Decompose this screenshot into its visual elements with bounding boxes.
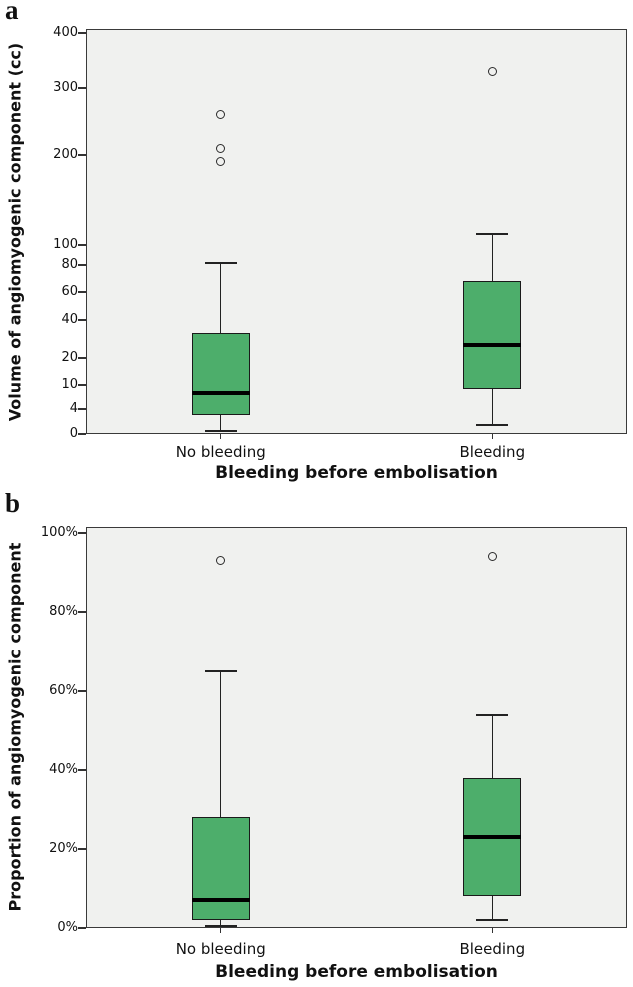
y-tick-label: 10: [61, 376, 78, 392]
y-tick-mark: [78, 319, 86, 321]
y-tick-label: 0%: [57, 920, 78, 935]
y-tick-mark: [78, 769, 86, 771]
y-tick-mark: [78, 611, 86, 613]
panel-a-x-axis-title: Bleeding before embolisation: [215, 463, 498, 483]
panel-a-y-axis-title: Volume of angiomyogenic component (cc): [5, 42, 25, 422]
x-category-label: No bleeding: [175, 940, 266, 958]
panel-a-plot-area: [86, 29, 627, 434]
x-category-tick: [492, 434, 494, 439]
upper-whisker-line: [492, 715, 494, 778]
x-category-tick: [492, 928, 494, 933]
y-tick-mark: [78, 927, 86, 929]
y-tick-label: 20%: [49, 841, 78, 856]
outlier-point: [488, 552, 497, 561]
upper-whisker-line: [492, 234, 494, 281]
lower-whisker-line: [220, 415, 222, 431]
lower-whisker-line: [492, 896, 494, 920]
y-tick-label: 400: [53, 25, 78, 41]
panel-b-letter: b: [5, 488, 21, 518]
y-tick-mark: [78, 154, 86, 156]
upper-whisker-line: [220, 671, 222, 817]
y-tick-label: 40%: [49, 762, 78, 777]
y-tick-mark: [78, 291, 86, 293]
upper-whisker-cap: [476, 233, 508, 235]
y-tick-mark: [78, 408, 86, 410]
y-tick-label: 100: [53, 236, 78, 252]
box-iqr: [463, 281, 521, 389]
x-category-tick: [220, 928, 222, 933]
lower-whisker-cap: [205, 925, 237, 927]
y-tick-mark: [78, 87, 86, 89]
y-tick-mark: [78, 384, 86, 386]
lower-whisker-cap: [205, 430, 237, 432]
y-tick-label: 200: [53, 146, 78, 162]
x-category-label: Bleeding: [459, 940, 526, 958]
panel-b-y-axis-title: Proportion of angiomyogenic component: [5, 542, 25, 912]
y-tick-label: 80: [61, 257, 78, 273]
outlier-point: [216, 144, 225, 153]
box-iqr: [192, 817, 250, 920]
x-category-tick: [220, 434, 222, 439]
y-tick-mark: [78, 532, 86, 534]
y-tick-label: 40: [61, 312, 78, 328]
panel-b-plot-area: [86, 527, 627, 928]
y-tick-label: 80%: [49, 604, 78, 619]
y-tick-label: 4: [69, 400, 78, 416]
panel-a-letter: a: [5, 0, 19, 25]
y-tick-label: 0: [69, 426, 78, 441]
upper-whisker-cap: [205, 262, 237, 264]
y-tick-mark: [78, 690, 86, 692]
median-line: [192, 391, 250, 395]
y-tick-label: 300: [53, 80, 78, 96]
median-line: [192, 898, 250, 902]
y-tick-label: 100%: [40, 525, 78, 540]
y-tick-label: 20: [61, 349, 78, 365]
y-tick-label: 60: [61, 283, 78, 299]
median-line: [463, 343, 521, 347]
y-tick-mark: [78, 433, 86, 435]
outlier-point: [216, 157, 225, 166]
y-tick-mark: [78, 357, 86, 359]
upper-whisker-line: [220, 263, 222, 333]
x-category-label: No bleeding: [175, 443, 266, 461]
lower-whisker-line: [492, 389, 494, 425]
lower-whisker-cap: [476, 919, 508, 921]
y-tick-mark: [78, 244, 86, 246]
y-tick-mark: [78, 264, 86, 266]
box-iqr: [192, 333, 250, 415]
y-tick-mark: [78, 32, 86, 34]
x-category-label: Bleeding: [459, 443, 526, 461]
median-line: [463, 835, 521, 839]
lower-whisker-cap: [476, 424, 508, 426]
upper-whisker-cap: [476, 714, 508, 716]
y-tick-label: 60%: [49, 683, 78, 698]
panel-b-x-axis-title: Bleeding before embolisation: [215, 962, 498, 982]
outlier-point: [488, 67, 497, 76]
upper-whisker-cap: [205, 670, 237, 672]
y-tick-mark: [78, 848, 86, 850]
